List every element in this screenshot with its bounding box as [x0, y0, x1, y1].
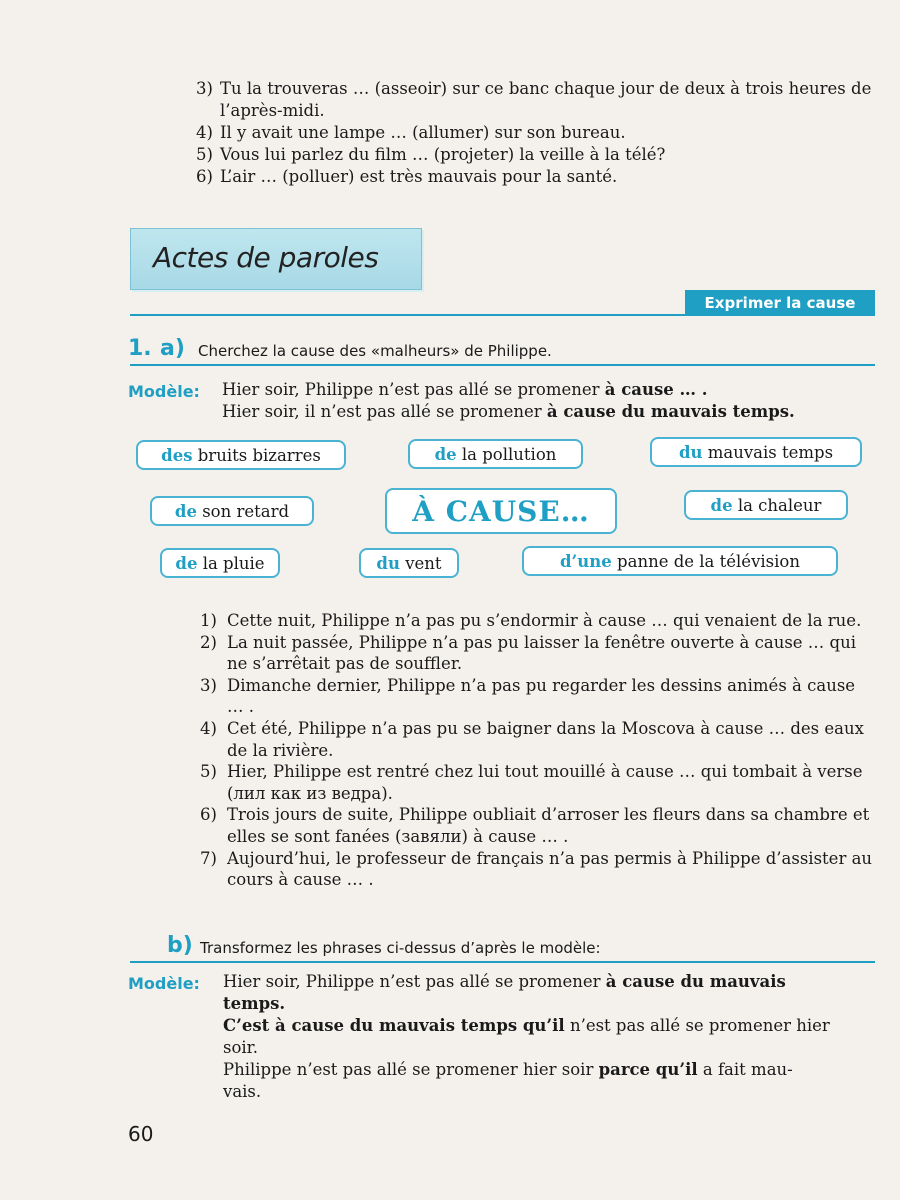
modele-line: soir. [223, 1038, 258, 1057]
subsection-tag: Exprimer la cause [685, 290, 875, 316]
exercise-letter: b) [167, 933, 193, 958]
section-title: Actes de paroles [153, 241, 379, 274]
list-item: 5) Vous lui parlez du film … (projeter) la veille à la télé? [196, 145, 666, 164]
cause-option: des bruits bizarres [136, 440, 346, 470]
modele-line: Hier soir, il n’est pas allé se promener à cause du mauvais temps. [222, 402, 795, 421]
cause-option: de la pluie [160, 548, 280, 578]
list-item: 4) Cet été, Philippe n’a pas pu se baigner dans la Moscova à cause … des eaux de la rivière. [200, 718, 864, 760]
cause-option: de la pollution [408, 439, 583, 469]
sentence-list [200, 610, 876, 891]
modele-label: Modèle: [128, 974, 200, 993]
modele-line: Philippe n’est pas allé se promener hier soir parce qu’il a fait mau- [223, 1060, 793, 1079]
exercise-letter: a) [160, 336, 185, 361]
cause-option: de son retard [150, 496, 314, 526]
list-item: 6) L’air … (polluer) est très mauvais pour la santé. [196, 167, 618, 186]
list-item: 3) Dimanche dernier, Philippe n’a pas pu regarder les dessins animés à cause … . [200, 675, 856, 717]
cause-option: d’une panne de la télévision [522, 546, 838, 576]
cause-option: du mauvais temps [650, 437, 862, 467]
page-number: 60 [128, 1122, 154, 1146]
modele-label: Modèle: [128, 382, 200, 401]
modele-line: temps. [223, 994, 286, 1013]
list-item: 2) La nuit passée, Philippe n’a pas pu laisser la fenêtre ouverte à cause … qui ne s’arrêtait pas de souffler. [200, 632, 857, 674]
previous-exercise-list [196, 78, 876, 188]
cause-option: de la chaleur [684, 490, 848, 520]
cause-option: du vent [359, 548, 459, 578]
list-item: 7) Aujourd’hui, le professeur de français n’a pas permis à Philippe d’assister au cours à cause … . [200, 848, 873, 890]
exercise-instruction: Cherchez la cause des «malheurs» de Philippe. [198, 342, 552, 360]
section-banner [130, 228, 422, 290]
modele-line: vais. [223, 1082, 262, 1101]
list-item: 3) Tu la trouveras … (asseoir) sur ce banc chaque jour de deux à trois heures de l’après-midi. [196, 79, 872, 120]
exercise-number: 1. [128, 336, 152, 361]
list-item: 4) Il y avait une lampe … (allumer) sur son bureau. [196, 123, 626, 142]
divider [130, 364, 875, 366]
list-item: 6) Trois jours de suite, Philippe oubliait d’arroser les fleurs dans sa chambre et elles se sont fanées (завяли) à cause … . [200, 805, 870, 846]
list-item: 5) Hier, Philippe est rentré chez lui tout mouillé à cause … qui tombait à verse (лил как из ведра). [200, 762, 863, 803]
modele-line: C’est à cause du mauvais temps qu’il n’est pas allé se promener hier [223, 1016, 830, 1035]
divider [130, 314, 875, 316]
exercise-instruction: Transformez les phrases ci-dessus d’après le modèle: [200, 939, 601, 957]
a-cause-label: À CAUSE… [385, 488, 617, 534]
list-item: 1) Cette nuit, Philippe n’a pas pu s’endormir à cause … qui venaient de la rue. [200, 611, 862, 630]
divider [130, 961, 875, 963]
modele-line: Hier soir, Philippe n’est pas allé se promener à cause du mauvais [223, 972, 786, 991]
modele-line: Hier soir, Philippe n’est pas allé se promener à cause … . [222, 380, 708, 399]
